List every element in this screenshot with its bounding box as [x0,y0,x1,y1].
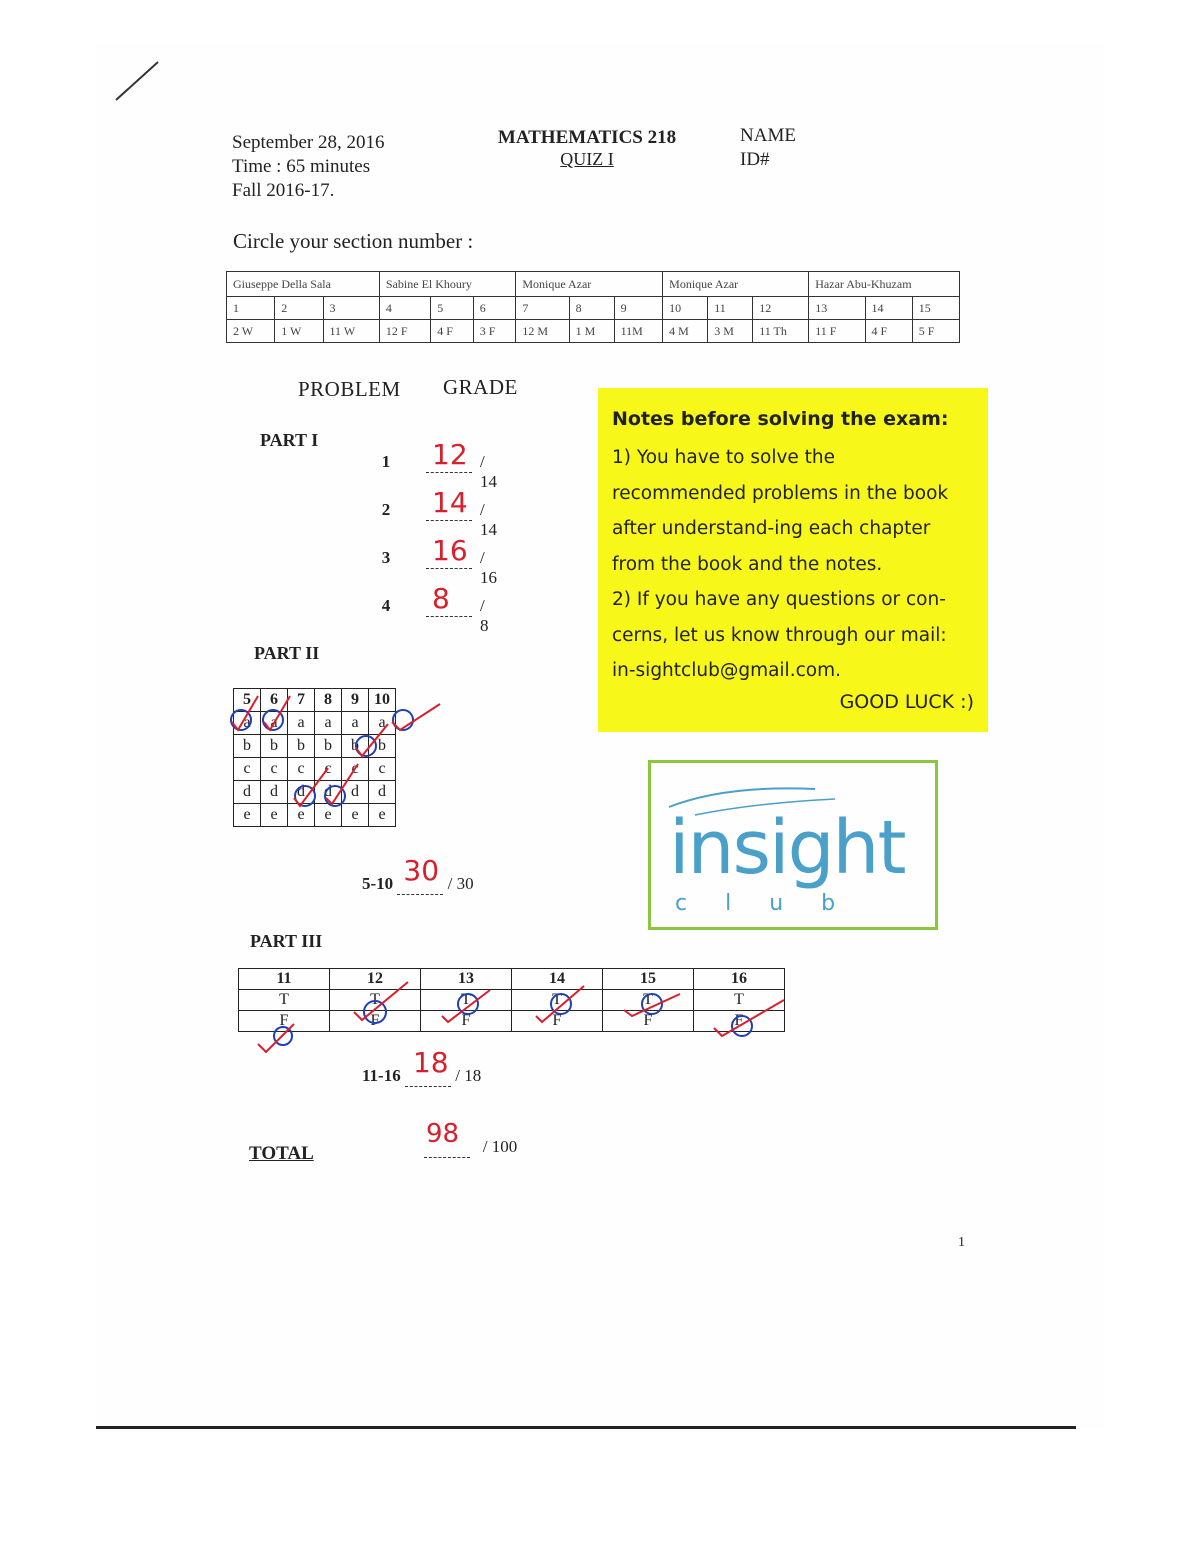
part-3-range: 11-16 [362,1066,401,1085]
section-number-10[interactable]: 10 [663,297,708,320]
option-8-b[interactable]: b [315,735,342,758]
section-time-row [227,320,960,343]
option-16-T[interactable]: T [694,990,785,1011]
exam-date: September 28, 2016 [232,132,385,153]
pen-stroke-mark [110,58,164,104]
section-number-11[interactable]: 11 [708,297,753,320]
total-max: / 100 [482,1137,518,1156]
check-mark-8 [326,764,358,804]
option-16-F[interactable]: F [694,1011,785,1032]
option-10-d[interactable]: d [369,781,396,804]
option-5-e[interactable]: e [234,804,261,827]
question-header-13: 13 [421,969,512,990]
part-2-score: 30 [403,854,440,887]
section-time-9: 11M [614,320,663,343]
problem-score: 16 [432,534,468,567]
question-header-7: 7 [288,689,315,712]
circled-answer-16 [732,1016,752,1036]
section-number-3[interactable]: 3 [323,297,379,320]
part-3-max: / 18 [455,1066,482,1085]
option-9-b[interactable]: b [342,735,369,758]
option-7-b[interactable]: b [288,735,315,758]
check-mark-12 [354,982,408,1020]
check-mark-5 [232,696,258,730]
section-number-6[interactable]: 6 [473,297,516,320]
option-5-b[interactable]: b [234,735,261,758]
option-10-c[interactable]: c [369,758,396,781]
circled-answer-12 [364,1001,386,1023]
page-number: 1 [958,1235,965,1250]
question-header-8: 8 [315,689,342,712]
logo-word: insight [669,805,905,891]
problem-score: 12 [432,438,468,471]
option-6-a[interactable]: a [261,712,288,735]
option-12-T[interactable]: T [330,990,421,1011]
section-time-8: 1 M [569,320,614,343]
option-11-T[interactable]: T [239,990,330,1011]
check-mark-10 [392,704,440,730]
question-header-9: 9 [342,689,369,712]
question-header-11: 11 [239,969,330,990]
option-9-c[interactable]: c [342,758,369,781]
notes-item-1: 1) You have to solve the recommended problems in the book after understand-ing each chapter from the book and the notes. [612,447,949,575]
option-12-F[interactable]: F [330,1011,421,1032]
option-9-a[interactable]: a [342,712,369,735]
section-number-14[interactable]: 14 [865,297,912,320]
part-3-score: 18 [412,1046,449,1079]
option-8-a[interactable]: a [315,712,342,735]
option-7-d[interactable]: d [288,781,315,804]
problem-number: 4 [381,596,391,615]
option-5-c[interactable]: c [234,758,261,781]
section-number-1[interactable]: 1 [227,297,275,320]
instructor-cell: Sabine El Khoury [379,272,515,297]
option-8-e[interactable]: e [315,804,342,827]
notes-title: Notes before solving the exam: [612,408,949,430]
question-header-16: 16 [694,969,785,990]
section-prompt: Circle your section number : [233,229,474,253]
question-header-6: 6 [261,689,288,712]
notes-box [598,388,988,732]
option-6-c[interactable]: c [261,758,288,781]
total-label: TOTAL [249,1143,314,1164]
section-number-9[interactable]: 9 [614,297,663,320]
option-8-d[interactable]: d [315,781,342,804]
student-fields [740,124,796,172]
option-7-e[interactable]: e [288,804,315,827]
part-3-total [362,1046,482,1087]
section-time-7: 12 M [516,320,569,343]
option-10-a[interactable]: a [369,712,396,735]
section-number-13[interactable]: 13 [809,297,865,320]
option-14-T[interactable]: T [512,990,603,1011]
option-9-d[interactable]: d [342,781,369,804]
part-2-max: / 30 [447,874,474,893]
section-number-8[interactable]: 8 [569,297,614,320]
instructor-cell: Monique Azar [663,272,809,297]
grade-column-label: GRADE [443,375,518,399]
question-header-12: 12 [330,969,421,990]
exam-meta [232,131,385,203]
section-time-6: 3 F [473,320,516,343]
instructor-cell: Monique Azar [516,272,663,297]
section-time-2: 1 W [275,320,323,343]
section-number-12[interactable]: 12 [753,297,809,320]
check-mark-9 [356,724,388,756]
instructor-cell: Giuseppe Della Sala [227,272,380,297]
exam-time: Time : 65 minutes [232,156,371,177]
good-luck-text: GOOD LUCK :) [839,690,974,713]
problem-number: 2 [381,500,391,519]
option-5-d[interactable]: d [234,781,261,804]
exam-term: Fall 2016-17. [232,180,335,201]
option-13-T[interactable]: T [421,990,512,1011]
section-number-row [227,297,960,320]
check-mark-15 [624,994,680,1016]
part-3-label: PART III [250,931,323,951]
option-7-a[interactable]: a [288,712,315,735]
question-header-10: 10 [369,689,396,712]
section-number-2[interactable]: 2 [275,297,323,320]
section-time-4: 12 F [379,320,430,343]
section-time-1: 2 W [227,320,275,343]
section-time-15: 5 F [912,320,959,343]
part-2-range: 5-10 [362,874,394,893]
section-number-5[interactable]: 5 [431,297,474,320]
option-14-F[interactable]: F [512,1011,603,1032]
logo-subtitle: club [675,891,874,916]
section-time-12: 11 Th [753,320,809,343]
problem-number: 3 [381,548,391,567]
part-2-label: PART II [254,643,320,663]
insight-club-logo [648,760,938,930]
id-label: ID# [740,149,770,170]
option-15-F[interactable]: F [603,1011,694,1032]
total-score: 98 [426,1119,460,1149]
section-time-10: 4 M [663,320,708,343]
section-number-7[interactable]: 7 [516,297,569,320]
option-7-c[interactable]: c [288,758,315,781]
problem-max: / 16 [480,548,497,587]
course-title: MATHEMATICS 218 [497,127,677,148]
problem-max: / 8 [480,596,489,635]
option-8-c[interactable]: c [315,758,342,781]
instructor-cell: Hazar Abu-Khuzam [809,272,960,297]
total-grade [424,1119,518,1158]
option-11-F[interactable]: F [239,1011,330,1032]
option-6-e[interactable]: e [261,804,288,827]
quiz-title: QUIZ I [560,149,614,169]
section-time-13: 11 F [809,320,865,343]
check-mark-14 [536,986,584,1022]
section-number-15[interactable]: 15 [912,297,959,320]
problem-max: / 14 [480,452,497,491]
problem-number: 1 [381,452,391,471]
check-mark-6 [264,696,290,730]
section-time-5: 4 F [431,320,474,343]
option-9-e[interactable]: e [342,804,369,827]
option-10-e[interactable]: e [369,804,396,827]
section-number-4[interactable]: 4 [379,297,430,320]
section-time-14: 4 F [865,320,912,343]
option-5-a[interactable]: a [234,712,261,735]
problem-column-label: PROBLEM [298,377,401,401]
course-heading [492,127,682,170]
option-15-T[interactable]: T [603,990,694,1011]
name-label: NAME [740,125,796,146]
option-10-b[interactable]: b [369,735,396,758]
question-header-5: 5 [234,689,261,712]
notes-item-2: 2) If you have any questions or con-cerns, let us know through our mail: in-sightclub@gmail.com. [612,589,947,681]
part-3-check-marks [236,964,796,1054]
question-header-14: 14 [512,969,603,990]
page-bottom-rule [96,1426,1076,1429]
option-6-d[interactable]: d [261,781,288,804]
section-time-3: 11 W [323,320,379,343]
problem-max: / 14 [480,500,497,539]
part-1-label: PART I [260,430,319,450]
option-6-b[interactable]: b [261,735,288,758]
part-2-check-marks [228,684,448,824]
part-2-total [362,854,474,895]
instructor-row [227,272,960,297]
section-time-11: 3 M [708,320,753,343]
question-header-15: 15 [603,969,694,990]
check-mark-11 [258,1024,294,1052]
problem-score: 8 [432,582,450,615]
section-table [226,271,960,343]
problem-score: 14 [432,486,468,519]
option-13-F[interactable]: F [421,1011,512,1032]
